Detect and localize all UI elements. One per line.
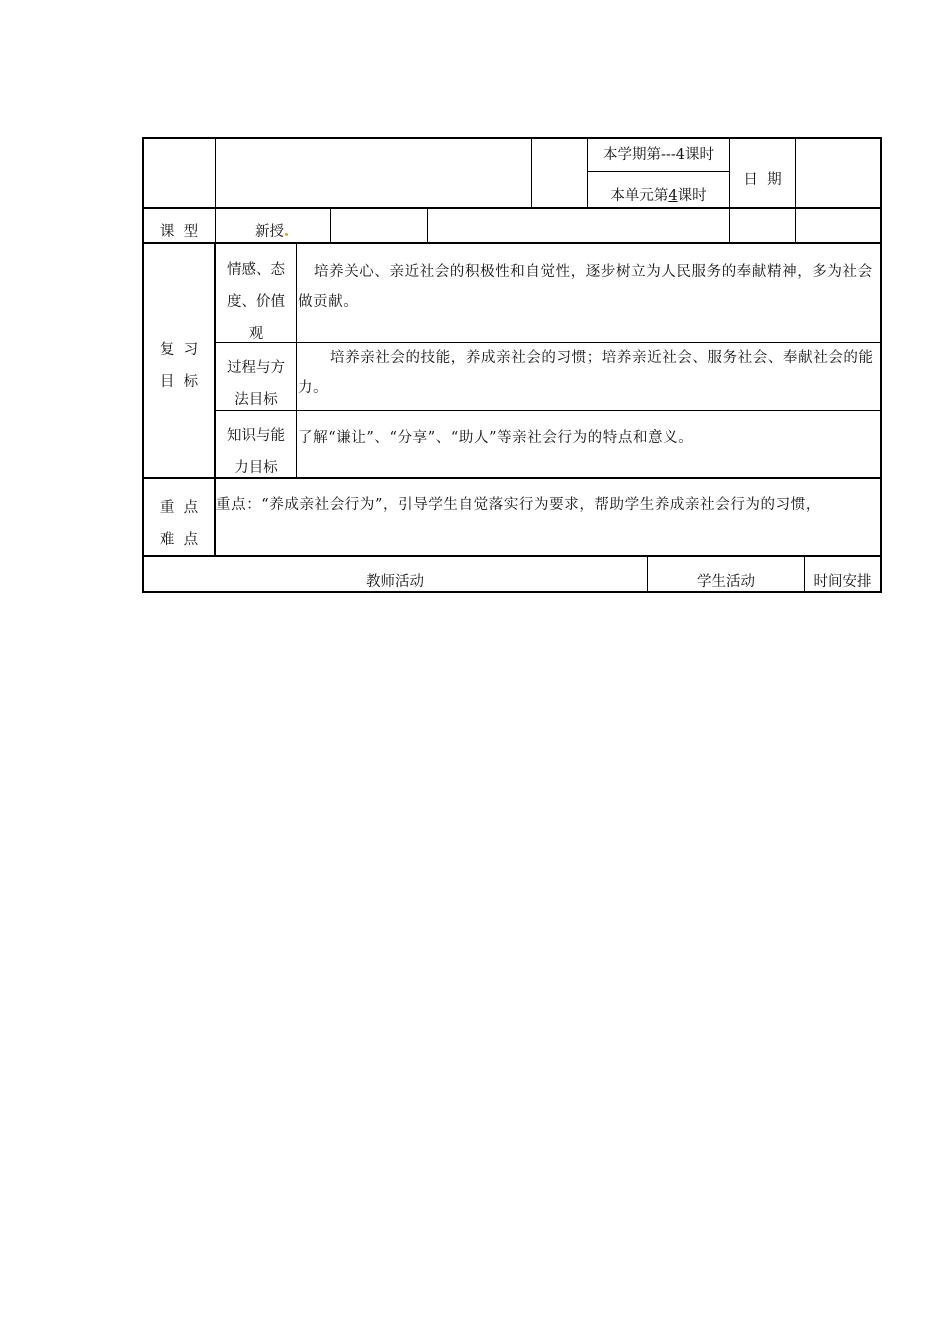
row-divider-2 bbox=[142, 242, 882, 244]
r2-col-4 bbox=[729, 207, 730, 242]
semester-lesson-count: 本学期第---4课时 bbox=[603, 147, 714, 163]
r2-col-1 bbox=[215, 207, 216, 242]
r2-col-5 bbox=[795, 207, 796, 242]
goals-col-2 bbox=[296, 242, 297, 477]
goal-3-text: 了解“谦让”、“分享”、“助人”等亲社会行为的特点和意义。 bbox=[298, 430, 694, 446]
goal-divider-2 bbox=[215, 410, 882, 411]
key-points-text: 重点：“养成亲社会行为”，引导学生自觉落实行为要求，帮助学生养成亲社会行为的习惯， bbox=[216, 497, 821, 513]
review-goals-label-2: 目 标 bbox=[159, 374, 199, 390]
table-top-border bbox=[142, 137, 882, 139]
r2-col-3 bbox=[427, 207, 428, 242]
goal-2-name-line2: 法目标 bbox=[234, 392, 278, 408]
unit-lesson-number: 4 bbox=[668, 188, 678, 204]
goal-2-name-line1: 过程与方 bbox=[227, 360, 285, 376]
goal-1-text: 培养关心、亲近社会的积极性和自觉性，逐步树立为人民服务的奉献精神，多为社会做贡献。 bbox=[298, 264, 873, 310]
unit-lesson-count bbox=[588, 180, 729, 212]
unit-lesson-prefix: 本单元第 bbox=[610, 188, 669, 204]
teacher-activity-header: 教师活动 bbox=[366, 574, 424, 590]
lesson-type-label: 课 型 bbox=[159, 224, 199, 240]
key-points-label-2: 难 点 bbox=[159, 532, 199, 548]
key-points-label-1: 重 点 bbox=[159, 500, 199, 516]
mark-dot bbox=[285, 233, 288, 236]
lesson-type-value bbox=[255, 216, 288, 248]
r2-col-2 bbox=[330, 207, 331, 242]
row-divider-4 bbox=[142, 555, 882, 557]
student-activity-header: 学生活动 bbox=[697, 574, 755, 590]
lesson-type-text: 新授 bbox=[255, 224, 284, 240]
row-divider-1 bbox=[142, 207, 882, 209]
table-right-border bbox=[880, 137, 882, 593]
lesson-count-divider bbox=[587, 171, 729, 172]
unit-lesson-suffix: 课时 bbox=[677, 188, 707, 204]
goal-3-name-line1: 知识与能 bbox=[227, 428, 285, 444]
date-label: 日 期 bbox=[743, 172, 782, 188]
time-schedule-header: 时间安排 bbox=[813, 574, 872, 590]
r1-col-1 bbox=[215, 137, 216, 207]
goal-1-name-line2: 度、价值 bbox=[227, 294, 285, 310]
goal-3-name-line2: 力目标 bbox=[234, 460, 278, 476]
goal-1-name-line1: 情感、态 bbox=[227, 262, 285, 278]
r1-col-2 bbox=[531, 137, 532, 207]
goal-2-text: 培养亲社会的技能，养成亲社会的习惯；培养亲近社会、服务社会、奉献社会的能力。 bbox=[298, 350, 874, 396]
goal-1-name-line3: 观 bbox=[248, 326, 264, 342]
review-goals-label-1: 复 习 bbox=[159, 342, 199, 358]
r1-col-5 bbox=[795, 137, 796, 207]
